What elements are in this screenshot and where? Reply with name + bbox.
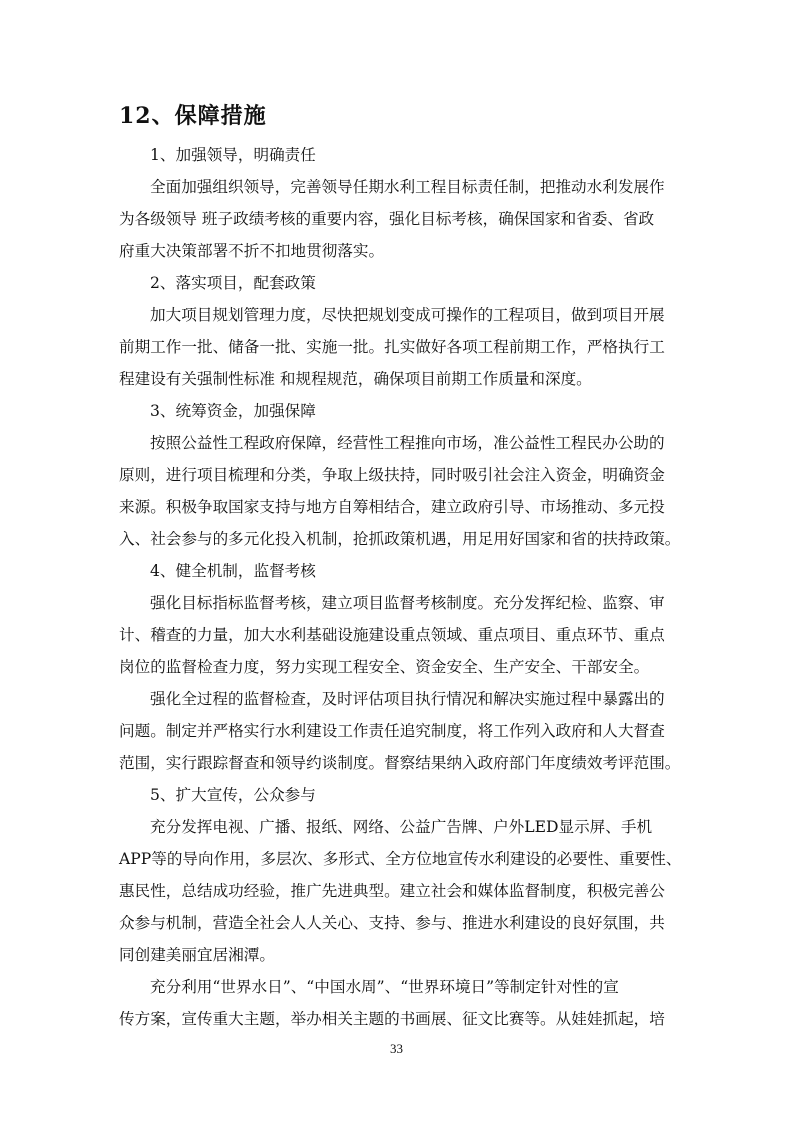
subsection-title: 5、扩大宣传，公众参与 — [150, 786, 316, 804]
subsection-title: 3、统筹资金，加强保障 — [150, 402, 316, 420]
subsection-title: 1、加强领导，明确责任 — [150, 146, 316, 164]
document-body — [119, 139, 682, 1035]
text-line: 按照公益性工程政府保障，经营性工程推向市场，准公益性工程民办公助的 — [150, 434, 665, 452]
text-line: 计、稽查的力量，加大水利基础设施建设重点领域、重点项目、重点环节、重点 — [119, 626, 665, 644]
text-line: 为各级领导 班子政绩考核的重要内容，强化目标考核，确保国家和省委、省政 — [119, 210, 655, 228]
text-line: 岗位的监督检查力度，努力实现工程安全、资金安全、生产安全、干部安全。 — [119, 658, 650, 676]
text-line: 同创建美丽宜居湘潭。 — [119, 946, 275, 964]
text-line: 惠民性，总结成功经验，推广先进典型。建立社会和媒体监督制度，积极完善公 — [119, 882, 665, 900]
text-line: 强化目标指标监督考核，建立项目监督考核制度。充分发挥纪检、监察、审 — [150, 594, 665, 612]
text-line: 众参与机制，营造全社会人人关心、支持、参与、推进水利建设的良好氛围，共 — [119, 914, 665, 932]
text-line: 来源。积极争取国家支持与地方自筹相结合，建立政府引导、市场推动、多元投 — [119, 498, 665, 516]
text-line: 充分利用“世界水日”、“中国水周”、“世界环境日”等制定针对性的宣 — [150, 978, 619, 996]
text-line: 加大项目规划管理力度，尽快把规划变成可操作的工程项目，做到项目开展 — [150, 306, 665, 324]
section-heading: 12、保障措施 — [119, 103, 267, 129]
subsection-title: 4、健全机制，监督考核 — [150, 562, 316, 580]
text-line: APP等的导向作用，多层次、多形式、全方位地宣传水利建设的必要性、重要性、 — [119, 850, 682, 868]
text-line: 原则，进行项目梳理和分类，争取上级扶持，同时吸引社会注入资金，明确资金 — [119, 466, 665, 484]
text-line: 问题。制定并严格实行水利建设工作责任追究制度，将工作列入政府和人大督查 — [119, 722, 665, 740]
page-number: 33 — [390, 1041, 403, 1056]
text-line: 传方案，宣传重大主题，举办相关主题的书画展、征文比赛等。从娃娃抓起，培 — [119, 1010, 665, 1028]
text-line: 府重大决策部署不折不扣地贯彻落实。 — [119, 242, 385, 260]
text-line: 充分发挥电视、广播、报纸、网络、公益广告牌、户外LED显示屏、手机 — [150, 818, 653, 836]
text-line: 入、社会参与的多元化投入机制，抢抓政策机遇，用足用好国家和省的扶持政策。 — [119, 530, 681, 548]
text-line: 范围，实行跟踪督查和领导约谈制度。督察结果纳入政府部门年度绩效考评范围。 — [119, 754, 681, 772]
subsection-title: 2、落实项目，配套政策 — [150, 274, 316, 292]
text-line: 强化全过程的监督检查，及时评估项目执行情况和解决实施过程中暴露出的 — [150, 690, 665, 708]
text-line: 前期工作一批、储备一批、实施一批。扎实做好各项工程前期工作，严格执行工 — [119, 338, 665, 356]
text-line: 程建设有关强制性标准 和规程规范，确保项目前期工作质量和深度。 — [119, 370, 592, 388]
text-line: 全面加强组织领导，完善领导任期水利工程目标责任制，把推动水利发展作 — [150, 178, 665, 196]
